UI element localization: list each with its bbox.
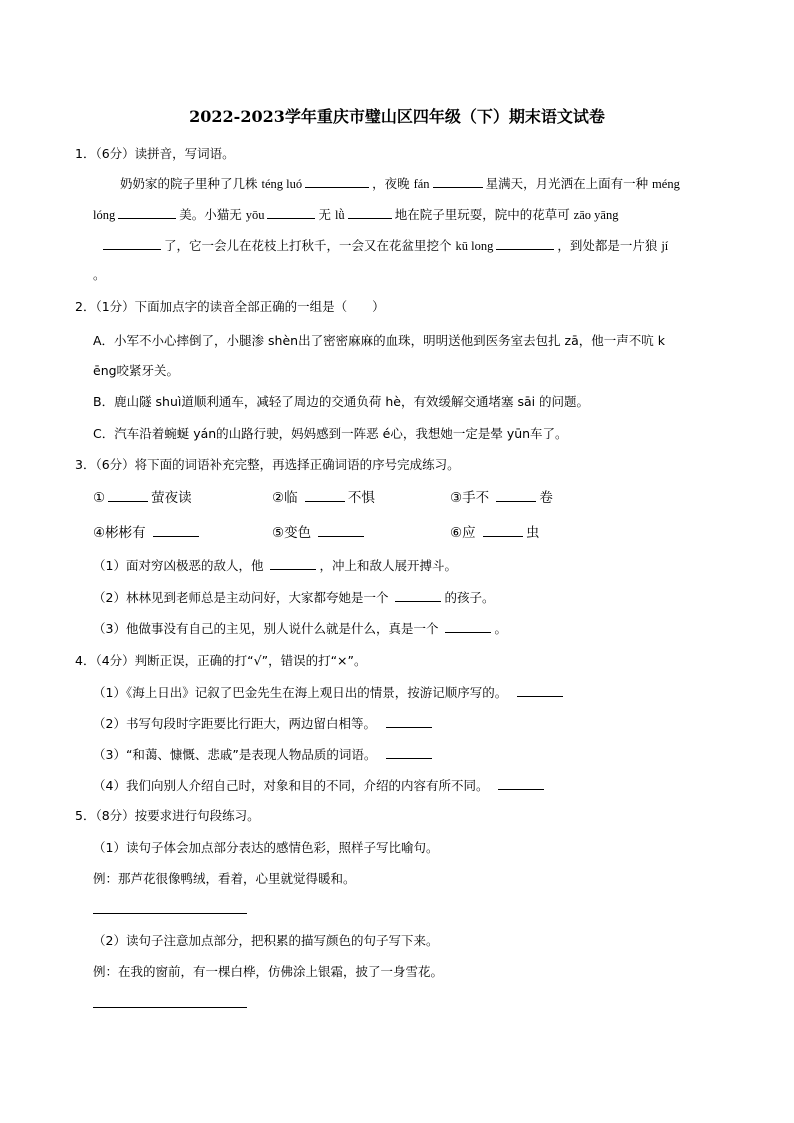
q5-example-1: 例：那芦花很像鸭绒，看着，心里就觉得暖和。 [93,871,356,886]
answer-blank[interactable] [305,489,345,502]
answer-blank[interactable] [153,524,199,537]
q5-heading: 5．（8分）按要求进行句段练习。 [75,808,260,823]
q2-option-a: A．小军不小心摔倒了，小腿渗 shèn出了密密麻麻的血珠，明明送他到医务室去包扎 zā，他一声不吭 k [93,333,665,348]
answer-blank[interactable] [386,746,432,759]
q4-statement-3: （3）“和蔼、慷慨、悲戚”是表现人物品质的词语。 [93,746,435,764]
answer-blank[interactable] [267,206,315,219]
answer-blank[interactable] [108,489,148,502]
q5-task-2: （2）读句子注意加点部分，把积累的描写颜色的句子写下来。 [93,933,439,948]
q5-example-2: 例：在我的窗前，有一棵白桦，仿佛涂上银霜，披了一身雪花。 [93,964,444,979]
q3-sentence-3: （3）他做事没有自己的主见，别人说什么就是什么，真是一个 。 [93,621,507,636]
q2-option-c: C．汽车沿着蜿蜒 yán的山路行驶，妈妈感到一阵恶 é心，我想她一定是晕 yūn车了。 [93,426,568,441]
q3-sentence-2: （2）林林见到老师总是主动问好，大家都夸她是一个 的孩子。 [93,590,495,605]
q2-heading: 2．（1分）下面加点字的读音全部正确的一组是（ ） [75,299,385,314]
q3-item-6: ⑥应 虫 [450,525,540,541]
q3-item-3: ③手不 卷 [450,490,553,506]
answer-blank[interactable] [517,684,563,697]
answer-blank[interactable] [498,777,544,790]
q1-line-3: 了，它一会儿在花枝上打秋千，一会又在花盆里挖个 kū long ，到处都是一片狼 jí [100,237,668,255]
answer-blank[interactable] [318,524,364,537]
answer-blank[interactable] [445,620,491,633]
answer-blank[interactable] [305,175,369,188]
q3-item-2: ②临 不惧 [272,490,375,506]
q1-heading: 1．（6分）读拼音，写词语。 [75,146,235,161]
q3-heading: 3．（6分）将下面的词语补充完整，再选择正确词语的序号完成练习。 [75,457,460,472]
exam-title: 2022-2023学年重庆市璧山区四年级（下）期末语文试卷 [189,107,605,126]
q2-option-a-cont: ēng咬紧牙关。 [93,363,180,378]
answer-blank[interactable] [103,237,161,250]
answer-line[interactable] [93,913,247,914]
answer-blank[interactable] [433,175,483,188]
answer-blank[interactable] [483,524,523,537]
answer-blank[interactable] [386,715,432,728]
answer-blank[interactable] [118,206,176,219]
q3-item-5: ⑤变色 [272,524,367,542]
q3-sentence-1: （1）面对穷凶极恶的敌人，他 ，冲上和敌人展开搏斗。 [93,558,457,573]
q4-statement-1: （1）《海上日出》记叙了巴金先生在海上观日出的情景，按游记顺序写的。 [93,684,566,702]
q4-statement-4: （4）我们向别人介绍自己时，对象和目的不同，介绍的内容有所不同。 [93,777,547,795]
answer-blank[interactable] [496,489,536,502]
q4-statement-2: （2）书写句段时字距要比行距大，两边留白相等。 [93,715,435,733]
q1-line-1: 奶奶家的院子里种了几株 téng luó ，夜晚 fán 星满天，月光洒在上面有一种 méng [120,176,680,191]
q1-line-4: 。 [93,267,106,282]
q1-line-2: lóng 美。小猫无 yōu 无 lǜ 地在院子里玩耍，院中的花草可 zāo yāng [93,207,619,222]
q4-heading: 4．（4分）判断正误，正确的打“√”，错误的打“×”。 [75,653,367,668]
q2-option-b: B．鹿山隧 shuì道顺利通车，减轻了周边的交通负荷 hè，有效缓解交通堵塞 sāi 的问题。 [93,394,590,409]
answer-line[interactable] [93,1007,247,1008]
answer-blank[interactable] [496,237,554,250]
answer-blank[interactable] [270,557,316,570]
q3-item-4: ④彬彬有 [93,524,202,542]
answer-blank[interactable] [348,206,392,219]
answer-blank[interactable] [395,589,441,602]
q3-item-1: ① 萤夜读 [93,490,192,506]
q5-task-1: （1）读句子体会加点部分表达的感情色彩，照样子写比喻句。 [93,840,439,855]
